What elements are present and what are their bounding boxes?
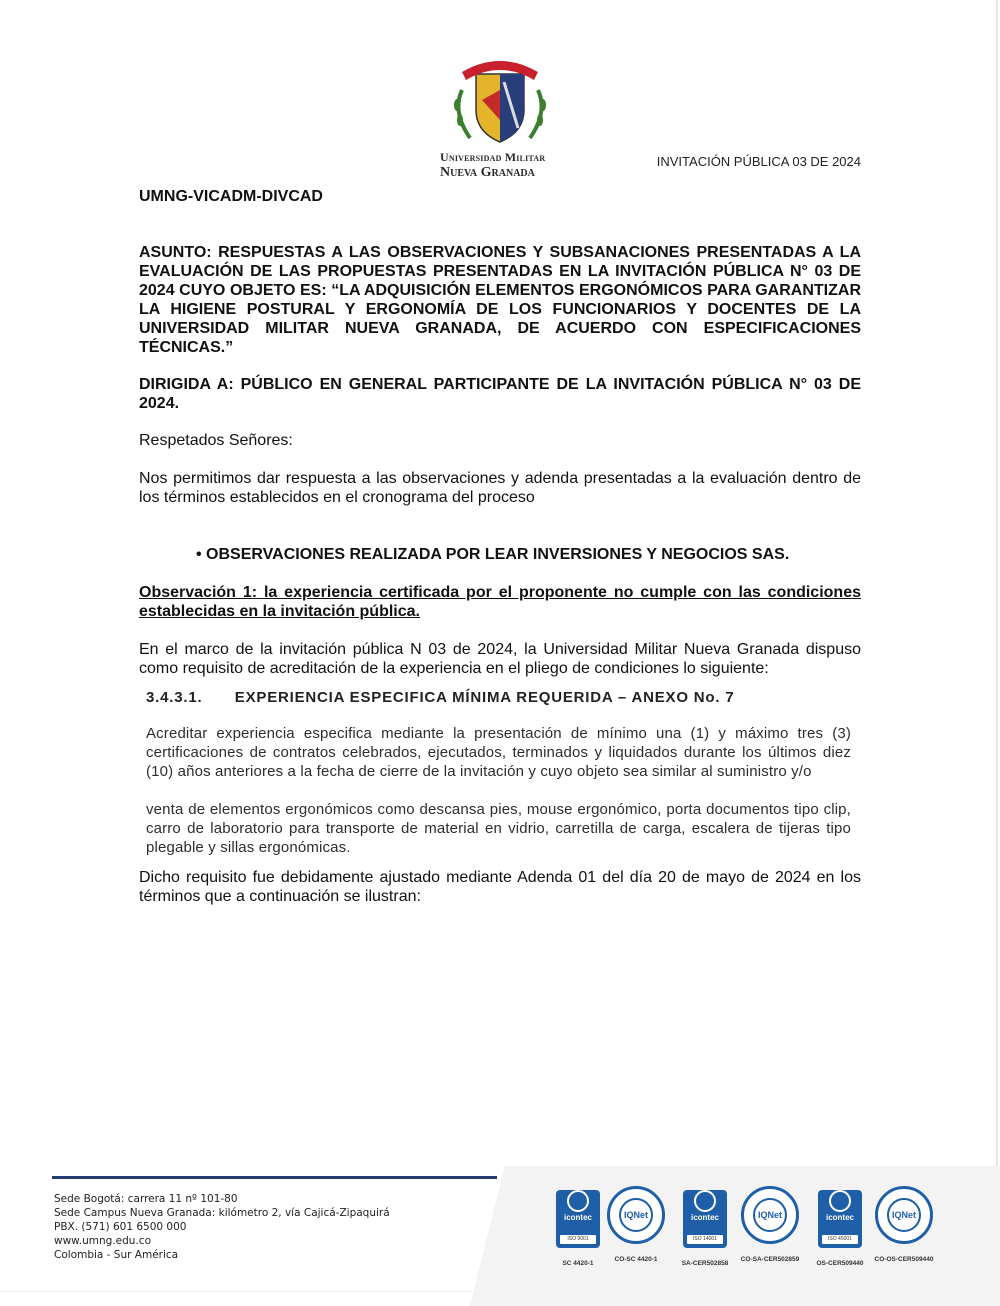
coat-of-arms-icon	[440, 50, 560, 150]
icontec-icon	[818, 1190, 862, 1248]
excerpt-heading	[146, 688, 851, 707]
excerpt-title: EXPERIENCIA ESPECIFICA MÍNIMA REQUERIDA – ANEXO No. 7	[234, 689, 735, 706]
iso-label: ISO 45001	[822, 1235, 858, 1244]
iqnet-seal	[740, 1186, 800, 1276]
footer-address-line: Sede Bogotá: carrera 11 nº 101-80	[54, 1193, 238, 1205]
iqnet-label: IQNet	[891, 1210, 916, 1220]
subject-heading: ASUNTO: RESPUESTAS A LAS OBSERVACIONES Y SUBSANACIONES PRESENTADAS A LA EVALUACIÓN DE LAS PROPUESTAS PRESENTADAS EN LA INVITACIÓN PÚBLICA N° 03 DE 2024 CUYO OBJETO ES: “LA ADQUISICIÓN ELEMENTOS ERGONÓMICOS PARA GARANTIZAR LA HIGIENE POSTURAL Y ERGONOMÍA DE LOS FUNCIONARIOS Y DOCENTES DE LA UNIVERSIDAD MILITAR NUEVA GRANADA, DE ACUERDO CON ESPECIFICACIONES TÉCNICAS.”	[139, 244, 861, 356]
university-name-line1: Universidad Militar	[440, 150, 546, 164]
footer-divider	[52, 1176, 497, 1179]
bullet-icon: •	[196, 546, 207, 563]
iqnet-label: IQNet	[757, 1210, 782, 1220]
iqnet-icon	[741, 1186, 799, 1244]
office-code: UMNG-VICADM-DIVCAD	[139, 188, 323, 205]
cert-code: OS-CER509440	[816, 1260, 864, 1267]
greeting: Respetados Señores:	[139, 432, 293, 449]
icontec-label: icontec	[690, 1213, 719, 1222]
closing-paragraph: Dicho requisito fue debidamente ajustado mediante Adenda 01 del día 20 de mayo de 2024 en los términos que a continuación se ilustran:	[139, 869, 861, 905]
iqnet-seal	[874, 1186, 934, 1276]
icontec-label: icontec	[825, 1213, 854, 1222]
icontec-icon	[683, 1190, 727, 1248]
cert-code: CO-SA-CER502859	[740, 1256, 800, 1263]
section-heading-text: OBSERVACIONES REALIZADA POR LEAR INVERSIONES Y NEGOCIOS SAS.	[206, 546, 790, 563]
icontec-seal	[675, 1186, 735, 1276]
iqnet-seal	[606, 1186, 666, 1276]
addressee: DIRIGIDA A: PÚBLICO EN GENERAL PARTICIPANTE DE LA INVITACIÓN PÚBLICA N° 03 DE 2024.	[139, 376, 861, 412]
footer-address	[54, 1192, 390, 1262]
observation-title: Observación 1: la experiencia certificada por el proponente no cumple con las condiciones establecidas en la invitación pública.	[139, 584, 861, 620]
excerpt-number: 3.4.3.1.	[146, 689, 203, 706]
intro-paragraph: Nos permitimos dar respuesta a las observaciones y adenda presentadas a la evaluación dentro de los términos establecidos en el cronograma del proceso	[139, 470, 861, 506]
excerpt-paragraph-1: Acreditar experiencia especifica mediante la presentación de mínimo una (1) y máximo tres (3) certificaciones de contratos celebrados, ejecutados, terminados y liquidados durante los últimos diez (10) años anteriores a la fecha de cierre de la invitación y cuyo objeto sea similar al suministro y/o	[146, 725, 851, 780]
footer-address-line: www.umng.edu.co	[54, 1235, 151, 1247]
iso-label: ISO 14001	[687, 1235, 723, 1244]
excerpt-paragraph-2: venta de elementos ergonómicos como descansa pies, mouse ergonómico, porta documentos tipo clip, carro de laboratorio para transporte de material en vidrio, carretilla de carga, escalera de tijeras tipo plegable y sillas ergonómicas.	[146, 801, 851, 856]
cert-code: CO-SC 4420-1	[614, 1256, 658, 1263]
icontec-seal	[548, 1186, 608, 1276]
iqnet-icon	[607, 1186, 665, 1244]
cert-code: SC 4420-1	[562, 1260, 594, 1267]
cert-code: CO-OS-CER509440	[874, 1256, 934, 1263]
invitation-reference: INVITACIÓN PÚBLICA 03 DE 2024	[656, 154, 861, 169]
iqnet-label: IQNet	[623, 1210, 648, 1220]
university-logo	[440, 50, 560, 182]
icontec-seal	[810, 1186, 870, 1276]
university-name	[440, 150, 560, 181]
footer-address-line: Sede Campus Nueva Granada: kilómetro 2, vía Cajicá-Zipaquirá	[54, 1207, 390, 1219]
section-heading	[196, 545, 856, 564]
cert-code: SA-CER502858	[681, 1260, 729, 1267]
icontec-label: icontec	[563, 1213, 592, 1222]
icontec-icon	[556, 1190, 600, 1248]
footer-address-line: Colombia - Sur América	[54, 1249, 179, 1261]
certification-seals	[548, 1186, 948, 1276]
context-paragraph: En el marco de la invitación pública N 03 de 2024, la Universidad Militar Nueva Granada dispuso como requisito de acreditación de la experiencia en el pliego de condiciones lo siguiente:	[139, 641, 861, 677]
iqnet-icon	[875, 1186, 933, 1244]
university-name-line2: Nueva Granada	[440, 165, 535, 180]
iso-label: ISO 9001	[560, 1235, 596, 1244]
footer-address-line: PBX. (571) 601 6500 000	[54, 1221, 187, 1233]
